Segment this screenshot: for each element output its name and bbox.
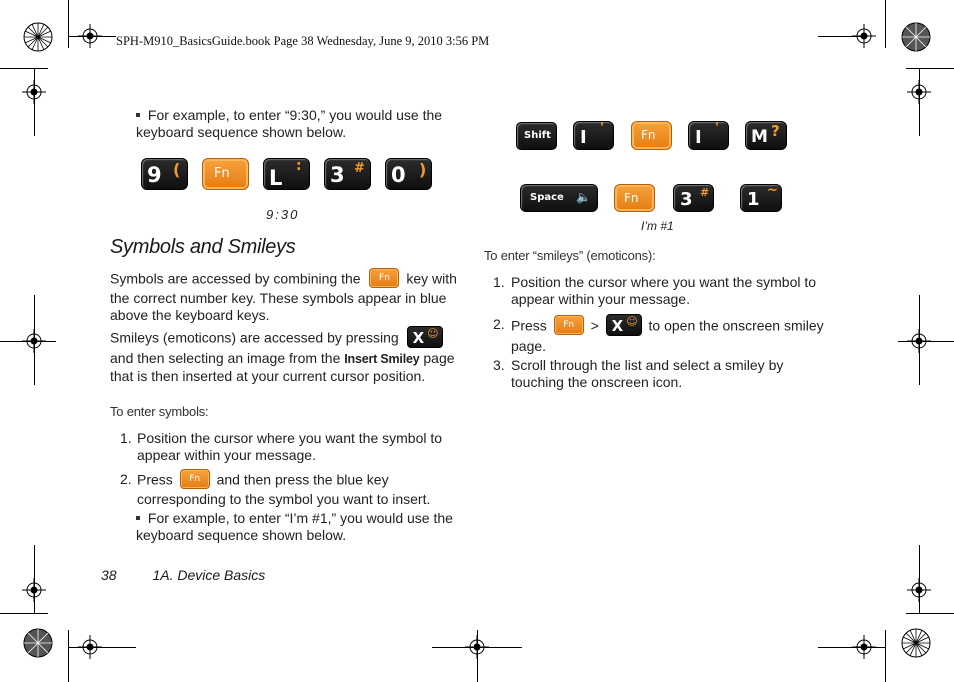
fn-key-icon: Fn	[369, 268, 399, 288]
symbols-step-1	[120, 430, 460, 464]
key-9-symbol: (	[173, 160, 181, 179]
key-9	[141, 158, 188, 190]
smileys-step-3-number: 3.	[493, 357, 505, 373]
fn-key-icon: Fn	[180, 469, 210, 489]
key-fn-1	[631, 121, 672, 150]
key-9-main: 9	[147, 163, 162, 187]
example-bullet-im1-text: For example, to enter “I’m #1,” you would use the keyboard sequence shown below.	[136, 510, 453, 543]
x-key-letter: X	[611, 317, 624, 335]
symbols-step-2-number: 2.	[120, 471, 132, 487]
x-key-letter: X	[412, 329, 425, 347]
key-3-right-symbol: #	[700, 186, 710, 199]
to-enter-symbols-heading: To enter symbols:	[110, 404, 209, 419]
key-fn-main: Fn	[214, 166, 230, 181]
key-i-1	[573, 121, 614, 150]
key-1	[740, 184, 782, 212]
key-3-right	[673, 184, 714, 212]
key-0-symbol: )	[419, 160, 427, 179]
key-m	[745, 121, 787, 150]
registration-wheel-icon	[23, 22, 53, 52]
registration-wheel-icon	[901, 628, 931, 658]
caption-930: 9:30	[266, 207, 300, 222]
smileys-step-3-text: Scroll through the list and select a smiley by touching the onscreen icon.	[511, 357, 784, 390]
key-0	[385, 158, 432, 190]
caption-im1: I’m #1	[641, 219, 674, 233]
smileys-paragraph-b: and then selecting an image from the	[110, 350, 341, 366]
smileys-step-2	[493, 316, 838, 355]
symbols-paragraph-b: key with the correct number key. These symbols appear in blue above the keyboard keys.	[110, 270, 457, 323]
smiley-icon: ☺	[427, 327, 439, 340]
key-shift	[516, 122, 557, 150]
x-smiley-key-icon	[606, 314, 642, 336]
smiley-icon: ☺	[626, 315, 638, 328]
key-3	[324, 158, 371, 190]
key-space-main: Space	[530, 192, 564, 203]
smileys-paragraph	[110, 328, 460, 385]
smileys-step-1	[493, 274, 838, 308]
example-bullet-im1	[136, 510, 460, 544]
symbols-step-2	[120, 471, 460, 508]
symbols-step-1-text: Position the cursor where you want the symbol to appear within your message.	[137, 430, 443, 463]
greater-than: >	[590, 317, 599, 334]
key-m-main: M	[751, 127, 768, 147]
smileys-step-3	[493, 357, 838, 391]
footer	[101, 567, 265, 583]
smileys-step-2-a: Press	[511, 317, 547, 334]
key-fn-1-main: Fn	[641, 128, 656, 142]
example-bullet-930-text: For example, to enter “9:30,” you would use the keyboard sequence shown below.	[136, 107, 443, 140]
key-i-2	[688, 121, 729, 150]
key-l-main: L	[269, 166, 283, 190]
key-fn	[202, 158, 249, 190]
symbols-paragraph	[110, 270, 460, 324]
smileys-step-1-number: 1.	[493, 274, 505, 290]
key-l	[263, 158, 310, 190]
key-space	[520, 184, 598, 212]
x-smiley-key-icon	[407, 326, 443, 348]
to-enter-smileys-heading: To enter “smileys” (emoticons):	[484, 248, 656, 263]
key-fn-2	[614, 184, 655, 212]
symbols-step-1-number: 1.	[120, 430, 132, 446]
smileys-paragraph-a: Smileys (emoticons) are accessed by pressing	[110, 329, 399, 346]
key-i-1-symbol: '	[600, 121, 604, 136]
key-1-symbol: ~	[767, 183, 778, 198]
key-m-symbol: ?	[771, 122, 780, 140]
key-3-right-main: 3	[680, 189, 693, 210]
smileys-paragraph-c: page that is then inserted at your current cursor position.	[110, 350, 455, 384]
speaker-icon: 🔈	[576, 190, 591, 204]
key-fn-2-main: Fn	[624, 191, 639, 205]
section-title: Symbols and Smileys	[110, 236, 296, 258]
fn-key-icon: Fn	[554, 315, 584, 335]
smileys-step-2-number: 2.	[493, 316, 505, 332]
smileys-step-1-text: Position the cursor where you want the symbol to appear within your message.	[511, 274, 817, 307]
print-header: SPH-M910_BasicsGuide.book Page 38 Wednesday, June 9, 2010 3:56 PM	[116, 34, 490, 48]
insert-smiley-ui-label: Insert Smiley	[344, 352, 420, 366]
key-l-symbol: :	[296, 158, 302, 174]
symbols-step-2-a: Press	[137, 471, 173, 488]
key-i-1-main: I	[580, 127, 587, 148]
key-3-symbol: #	[354, 161, 365, 176]
smileys-step-2-b: to open the onscreen smiley page.	[511, 317, 824, 354]
key-i-2-main: I	[695, 127, 702, 148]
page-number: 38	[101, 567, 117, 583]
example-bullet-930	[136, 107, 458, 141]
registration-wheel-icon	[23, 628, 53, 658]
key-3-main: 3	[330, 163, 345, 187]
registration-wheel-icon	[901, 22, 931, 52]
key-i-2-symbol: '	[715, 121, 719, 136]
key-0-main: 0	[391, 163, 406, 187]
key-shift-main: Shift	[524, 130, 551, 141]
symbols-paragraph-a: Symbols are accessed by combining the	[110, 270, 361, 287]
symbols-step-2-b: and then press the blue key corresponding to the symbol you want to insert.	[137, 471, 431, 507]
footer-section: 1A. Device Basics	[152, 567, 266, 583]
key-1-main: 1	[747, 189, 760, 210]
